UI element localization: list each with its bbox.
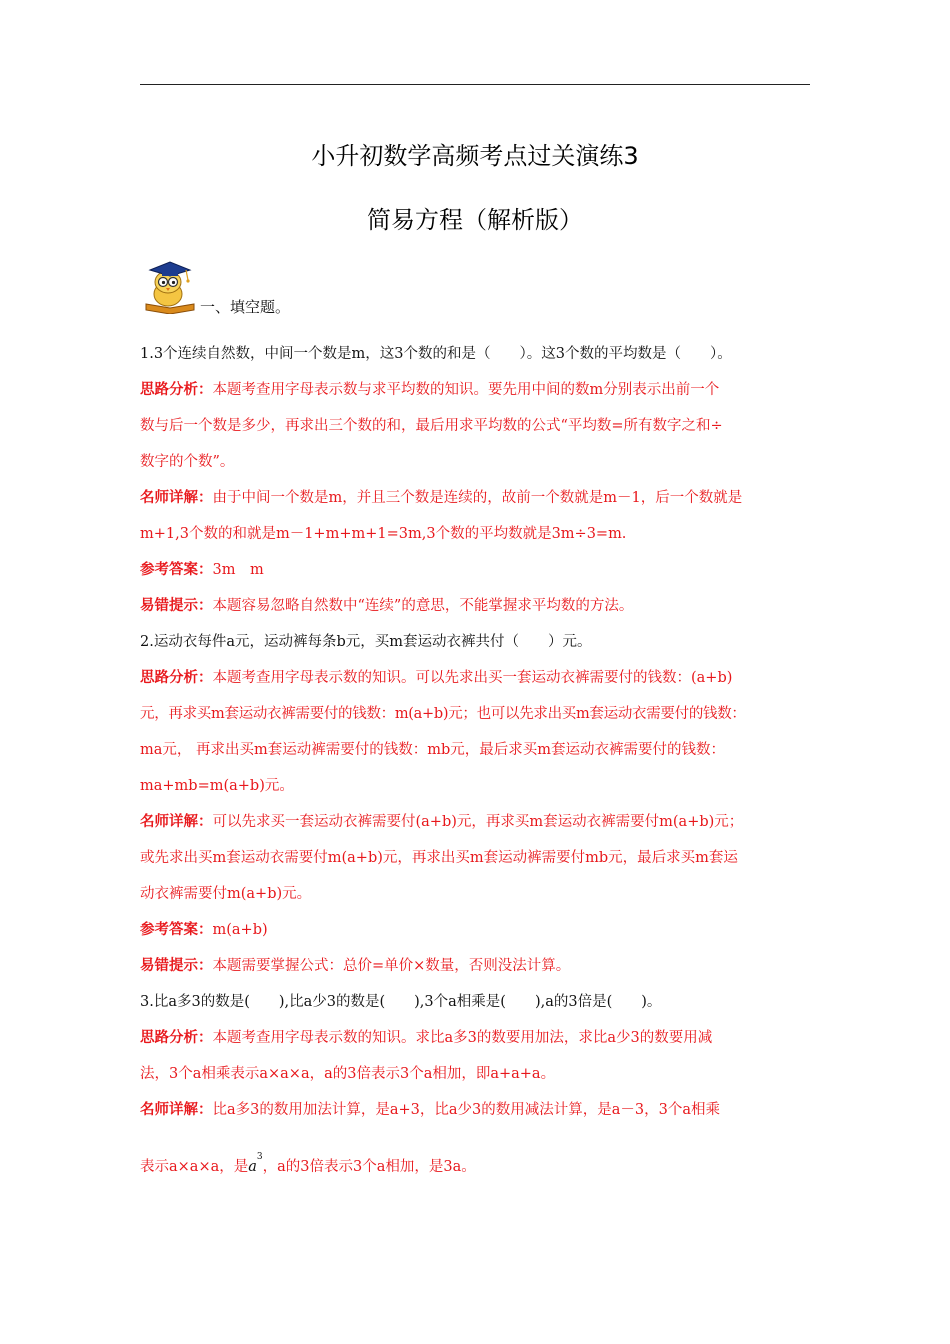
page-title: 小升初数学高频考点过关演练3 xyxy=(311,142,639,170)
q2-answer: m(a+b) xyxy=(212,922,268,938)
question-3: 3.比a多3的数是( ),比a少3的数是( ),3个a相乘是( ),a的3倍是( )。 xyxy=(140,994,662,1010)
q3-analysis-line-1 xyxy=(140,1024,812,1060)
header-rule xyxy=(140,84,810,85)
q2-detail-text-1: 可以先求买一套运动衣裤需要付(a+b)元，再求买m套运动衣裤需要付m(a+b)元； xyxy=(212,814,744,830)
detail-label: 名师详解： xyxy=(140,814,213,830)
q3-detail-exponent: 3 xyxy=(256,1152,263,1162)
q1-detail-line-2: m+1,3个数的和就是m－1+m+m+1=3m,3个数的平均数就是3m÷3=m. xyxy=(140,526,627,542)
analysis-label: 思路分析： xyxy=(140,1030,213,1046)
q1-tip: 本题容易忽略自然数中“连续”的意思，不能掌握求平均数的方法。 xyxy=(212,598,634,614)
q2-detail-line-2: 或先求出买m套运动衣需要付m(a+b)元，再求出买m套运动裤需要付mb元，最后求买m套运 xyxy=(140,850,738,866)
q1-analysis-text-1: 本题考查用字母表示数与求平均数的知识。要先用中间的数m分别表示出前一个 xyxy=(212,382,720,398)
q2-detail-line-3: 动衣裤需要付m(a+b)元。 xyxy=(140,886,312,902)
q2-analysis-line-1 xyxy=(140,664,812,700)
q2-analysis-text-1: 本题考查用字母表示数的知识。可以先求出买一套运动衣裤需要付的钱数：(a+b) xyxy=(212,670,733,686)
q2-detail-line-1 xyxy=(140,808,812,844)
section-label: 一、填空题。 xyxy=(200,298,291,316)
q2-answer-line xyxy=(140,916,812,952)
content-body xyxy=(140,340,812,1194)
q1-detail-line-1 xyxy=(140,484,812,520)
detail-label: 名师详解： xyxy=(140,490,213,506)
q3-detail-pre: 表示a×a×a，是 xyxy=(140,1158,249,1175)
q1-answer-line xyxy=(140,556,812,592)
analysis-label: 思路分析： xyxy=(140,382,213,398)
q1-analysis-line-3: 数字的个数”。 xyxy=(140,454,235,470)
q2-analysis-line-2: 元，再求买m套运动衣裤需要付的钱数：m(a+b)元；也可以先求出买m套运动衣需要付的钱数： xyxy=(140,706,746,722)
answer-label: 参考答案： xyxy=(140,562,213,578)
answer-label: 参考答案： xyxy=(140,922,213,938)
q3-detail-line-2 xyxy=(140,1132,812,1194)
q3-detail-post: ，a的3倍表示3个a相加，是3a。 xyxy=(262,1158,476,1175)
question-1: 1.3个连续自然数，中间一个数是m，这3个数的和是（ ）。这3个数的平均数是（ ）。 xyxy=(140,346,732,362)
q1-tip-line xyxy=(140,592,812,628)
tip-label: 易错提示： xyxy=(140,598,213,614)
analysis-label: 思路分析： xyxy=(140,670,213,686)
page-subtitle: 简易方程（解析版） xyxy=(367,206,583,234)
q3-detail-line-1 xyxy=(140,1096,812,1132)
graduate-mascot-icon xyxy=(140,258,200,314)
q1-analysis-line-2: 数与后一个数是多少，再求出三个数的和，最后用求平均数的公式“平均数=所有数字之和÷ xyxy=(140,418,723,434)
q1-detail-text-1: 由于中间一个数是m，并且三个数是连续的，故前一个数就是m－1，后一个数就是 xyxy=(212,490,743,506)
tip-label: 易错提示： xyxy=(140,958,213,974)
q1-analysis-line-1 xyxy=(140,376,812,412)
q2-analysis-line-3: ma元， 再求出买m套运动裤需要付的钱数：mb元，最后求买m套运动衣裤需要付的钱数： xyxy=(140,742,726,758)
q2-analysis-line-4: ma+mb=m(a+b)元。 xyxy=(140,778,294,794)
q2-tip: 本题需要掌握公式：总价=单价×数量，否则没法计算。 xyxy=(212,958,571,974)
q3-analysis-text-1: 本题考查用字母表示数的知识。求比a多3的数要用加法，求比a少3的数要用减 xyxy=(212,1030,713,1046)
q3-detail-text-1: 比a多3的数用加法计算，是a+3，比a少3的数用减法计算，是a－3，3个a相乘 xyxy=(212,1102,720,1118)
question-2: 2.运动衣每件a元，运动裤每条b元，买m套运动衣裤共付（ ）元。 xyxy=(140,634,592,650)
detail-label: 名师详解： xyxy=(140,1102,213,1118)
q3-detail-base: a xyxy=(248,1158,257,1175)
q3-analysis-line-2: 法，3个a相乘表示a×a×a，a的3倍表示3个a相加，即a+a+a。 xyxy=(140,1066,556,1082)
q2-tip-line xyxy=(140,952,812,988)
q1-answer: 3m m xyxy=(212,562,264,578)
